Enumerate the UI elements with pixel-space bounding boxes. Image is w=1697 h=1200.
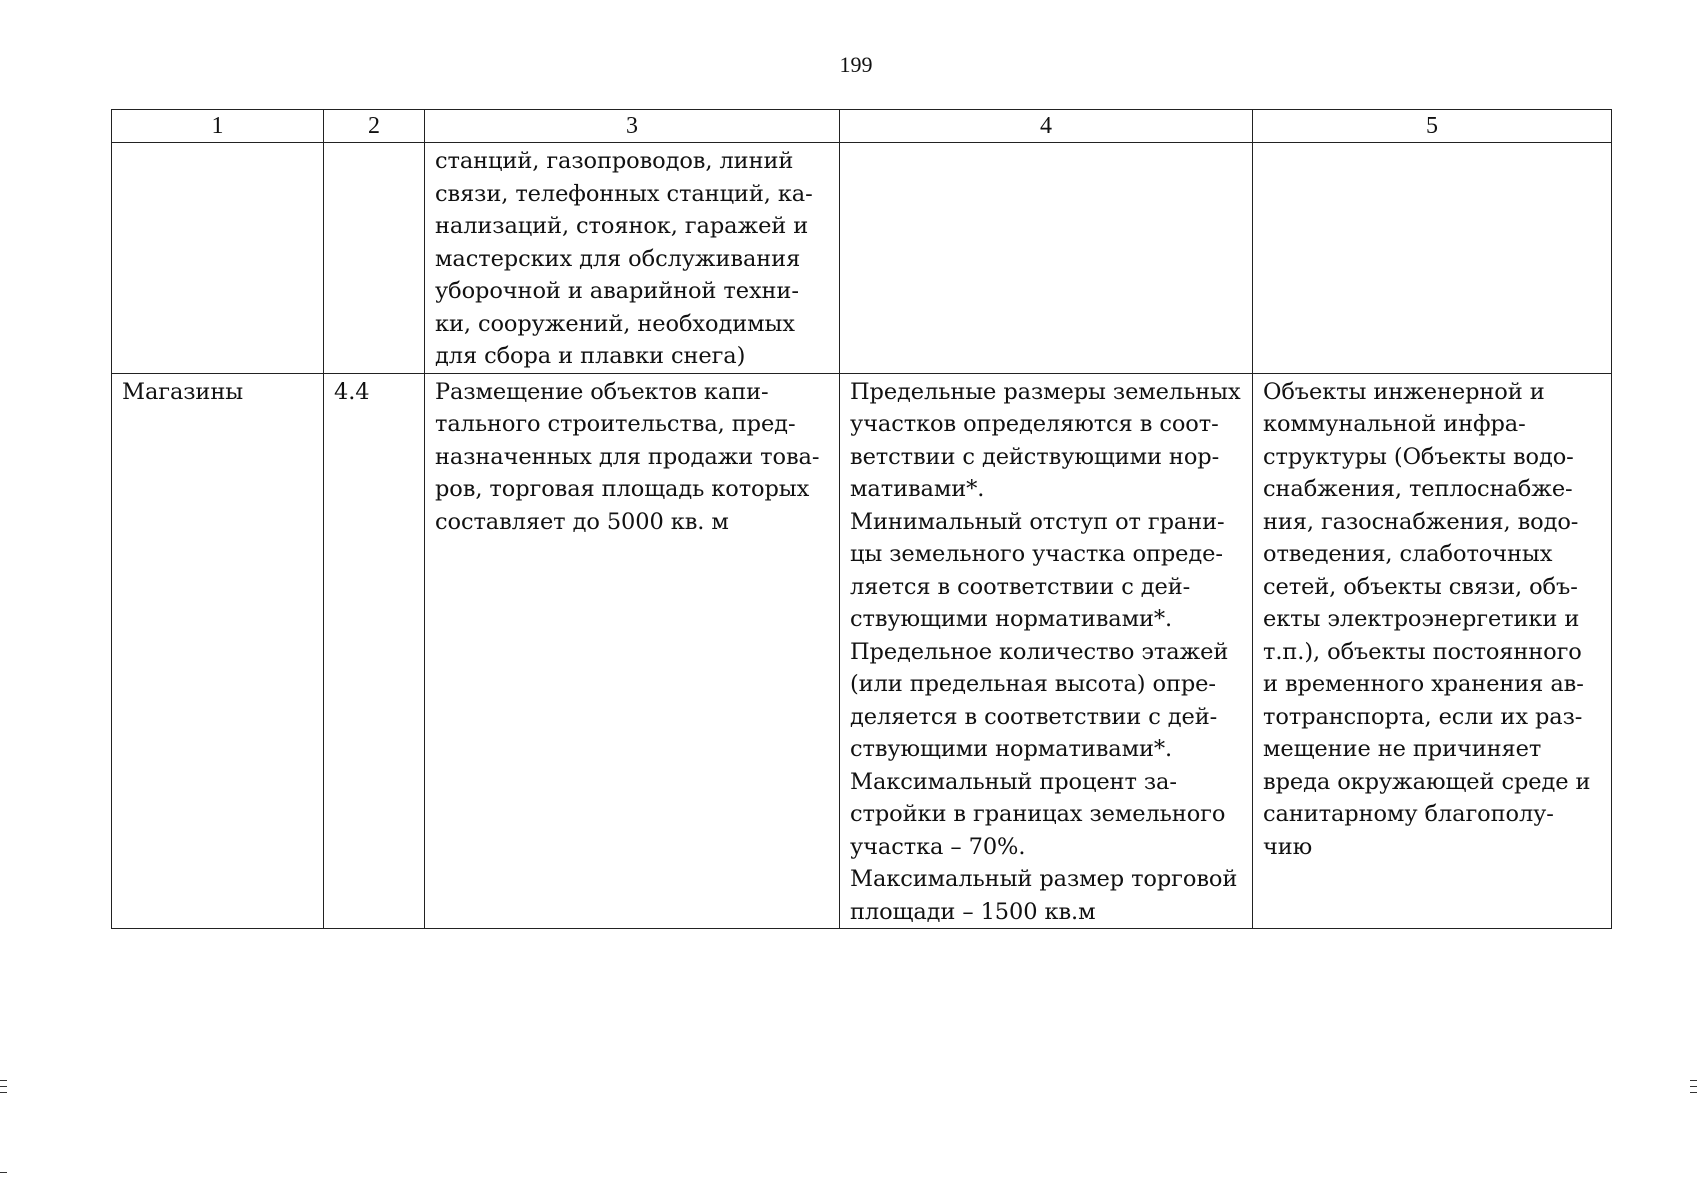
table-row (112, 143, 1612, 374)
right-edge-mark (1690, 1080, 1697, 1081)
table-cell (840, 143, 1253, 374)
table-header-row (112, 110, 1612, 143)
column-header-1: 1 (112, 110, 324, 143)
left-edge-mark (0, 1080, 7, 1081)
cell-text: станций, газопроводов, линий связи, телефонных станций, ка- нализаций, стоянок, гаражей и мастерских для обслуживания уборочной и аварийной техни- ки, сооружений, необходимых для сбора и плавки снега) (435, 148, 813, 369)
land-parameters: Предельные размеры земельных участков определяются в соот- ветствии с действующими нор- мативами*. Минимальный отступ от грани- цы земельного участка опреде- ляется в соответствии с дей- ствующими нормативами*. Предельное количество этажей (или предельная высота) опре- деляется в соответствии с дей- ствующими нормативами*. Максимальный процент за- стройки в границах земельного участка – 70%. Максимальный размер торговой площади – 1500 кв.м (850, 378, 1241, 925)
regulations-table (111, 109, 1612, 929)
table-cell (112, 373, 324, 929)
table-cell (324, 373, 425, 929)
table-cell (112, 143, 324, 374)
page-number: 199 (839, 52, 873, 77)
auxiliary-uses: Объекты инженерной и коммунальной инфра- структуры (Объекты водо- снабжения, теплоснабже- ния, газоснабжения, водо- отведения, слаботочных сетей, объекты связи, объ- екты электроэнергетики и т.п.), объекты постоянного и временного хранения ав- тотранспорта, если их раз- мещение не причиняет вреда окружающей среде и санитарному благополу- чию (1263, 378, 1591, 860)
table-cell (425, 143, 840, 374)
right-edge-mark (1690, 1092, 1697, 1093)
land-use-description: Размещение объектов капи- тального строительства, пред- назначенных для продажи това- ров, торговая площадь которых составляет до 5000 кв. м (435, 378, 820, 535)
cell-text (112, 143, 323, 145)
right-edge-mark (1690, 1086, 1697, 1087)
left-edge-mark (0, 1172, 7, 1173)
cell-text (324, 143, 424, 145)
table-cell (425, 373, 840, 929)
column-header-5: 5 (1253, 110, 1612, 143)
table-cell (1253, 373, 1612, 929)
left-edge-mark (0, 1086, 7, 1087)
table-cell (840, 373, 1253, 929)
cell-text (840, 143, 1252, 145)
table-cell (1253, 143, 1612, 374)
cell-text (1253, 143, 1611, 145)
left-edge-mark (0, 1092, 7, 1093)
column-header-4: 4 (840, 110, 1253, 143)
table-cell (324, 143, 425, 374)
land-use-code: 4.4 (334, 378, 370, 405)
land-use-name: Магазины (122, 378, 244, 405)
column-header-2: 2 (324, 110, 425, 143)
table-row (112, 373, 1612, 929)
column-header-3: 3 (425, 110, 840, 143)
